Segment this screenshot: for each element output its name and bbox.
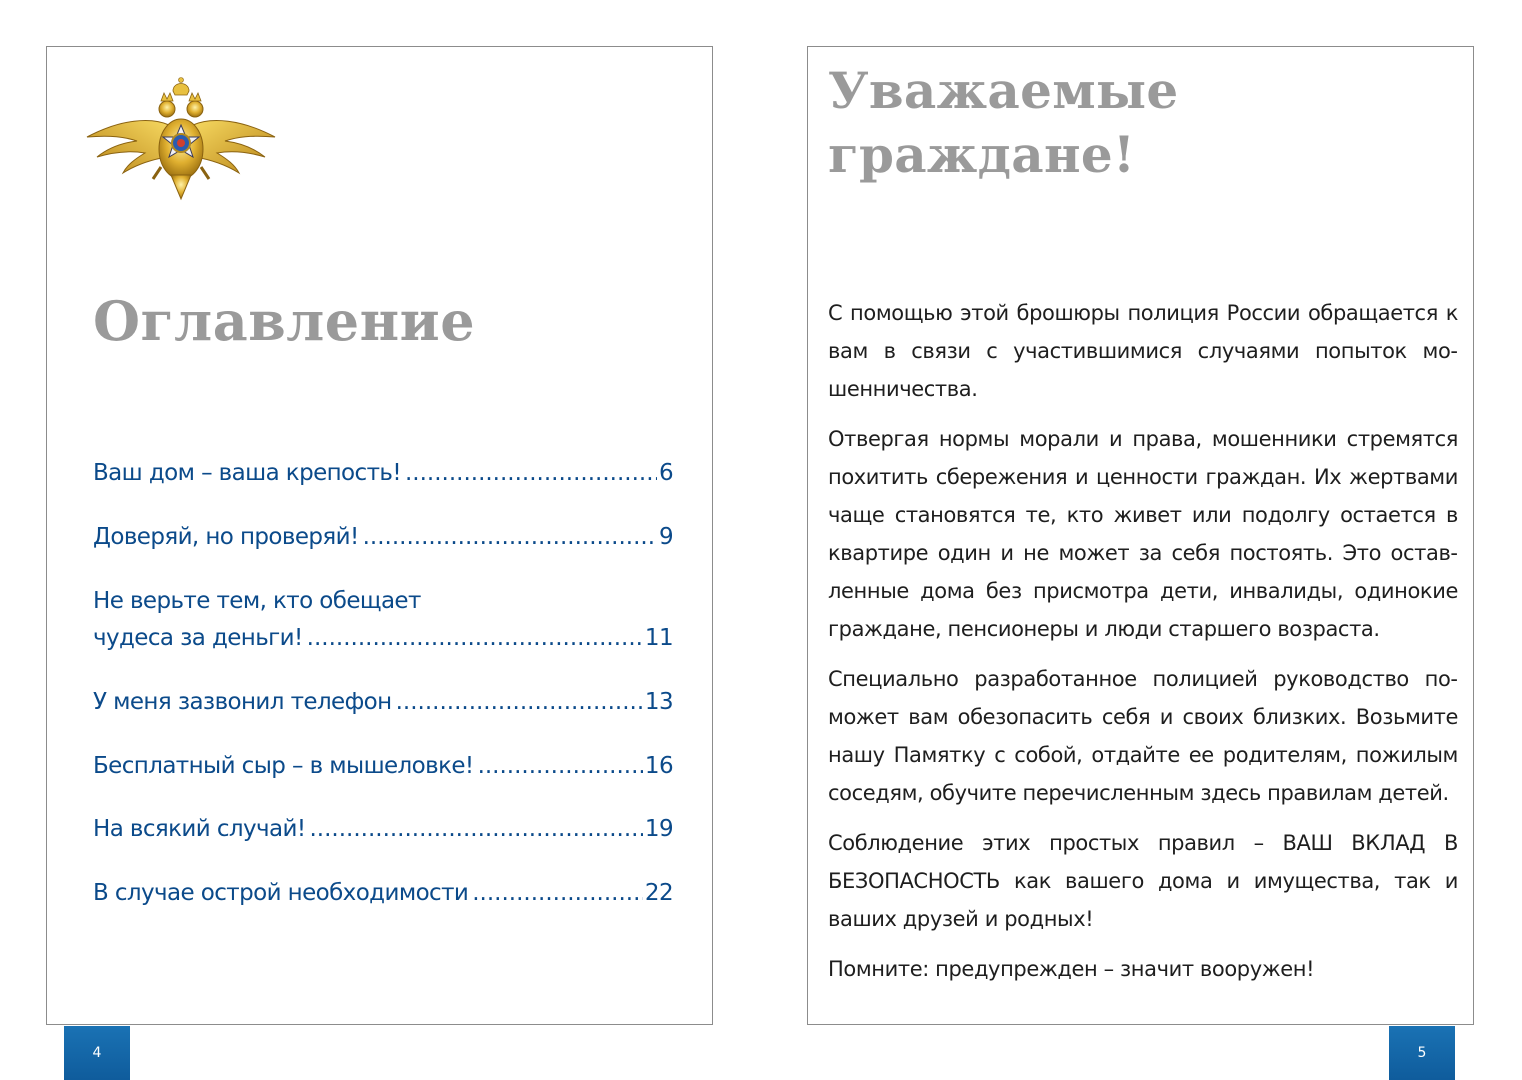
greeting-heading bbox=[828, 59, 1178, 187]
toc-entry-title: Бесплатный сыр – в мышеловке! bbox=[93, 753, 474, 779]
toc-entry[interactable] bbox=[93, 748, 673, 785]
paragraph: Специально разработанное полицией руководство поможет вам обезопасить себя и своих близких. Возьмите нашу Памятку с собой, отдайте ее родителям, пожилым соседям, обучите перечисленным здесь правилам детей. bbox=[828, 667, 1458, 805]
toc-entry[interactable] bbox=[93, 519, 673, 556]
page-number-tab-right: 5 bbox=[1389, 1026, 1455, 1080]
toc-entry-title: В случае острой необходимости bbox=[93, 880, 469, 906]
toc-entry-page: 9 bbox=[658, 524, 673, 550]
toc-entry[interactable] bbox=[93, 455, 673, 492]
toc-entry-page: 6 bbox=[658, 460, 673, 486]
toc-leader-dots bbox=[405, 455, 657, 492]
toc-leader-dots bbox=[478, 748, 643, 785]
toc-entry-page: 22 bbox=[644, 880, 673, 906]
greeting-line-2: граждане! bbox=[828, 125, 1136, 184]
toc-leader-dots bbox=[309, 811, 642, 848]
toc-entry-title: На всякий случай! bbox=[93, 816, 306, 842]
toc-entry[interactable] bbox=[93, 875, 673, 912]
toc-leader-dots bbox=[307, 620, 643, 657]
toc-leader-dots bbox=[396, 684, 643, 721]
toc-entry[interactable] bbox=[93, 811, 673, 848]
toc-leader-dots bbox=[363, 519, 657, 556]
toc-entry-title-line1: Не верьте тем, кто обещает bbox=[93, 588, 421, 614]
paragraph: Отвергая нормы морали и права, мошенники стремятся похитить сбережения и ценности граждан. Их жертвами чаще становятся те, кто живет или подолгу остается в квартире один и не может за себя постоять. Это оставленные дома без присмотра дети, инвалиды, одинокие граждане, пенсионеры и люди старшего возраста. bbox=[828, 427, 1458, 641]
left-page bbox=[46, 46, 713, 1025]
toc-leader-dots bbox=[472, 875, 643, 912]
body-text bbox=[828, 294, 1458, 1000]
toc-entry-title: Доверяй, но проверяй! bbox=[93, 524, 359, 550]
eagle-emblem-icon bbox=[81, 75, 281, 203]
paragraph: Помните: предупрежден – значит вооружен! bbox=[828, 957, 1315, 981]
toc-entry-page: 16 bbox=[644, 753, 673, 779]
greeting-line-1: Уважаемые bbox=[828, 61, 1179, 120]
paragraph: С помощью этой брошюры полиция России обращается к вам в связи с участившимися случаями попыток мошенничества. bbox=[828, 301, 1458, 401]
toc-entry[interactable] bbox=[93, 583, 673, 657]
toc-heading: Оглавление bbox=[93, 289, 476, 353]
toc-entry-page: 19 bbox=[644, 816, 673, 842]
right-page bbox=[807, 46, 1474, 1025]
toc-entry-title-line2: чудеса за деньги! bbox=[93, 625, 303, 651]
toc-entry-title: Ваш дом – ваша крепость! bbox=[93, 460, 401, 486]
paragraph: Соблюдение этих простых правил – ВАШ ВКЛАД В БЕЗОПАСНОСТЬ как вашего дома и имущества, так и ваших друзей и родных! bbox=[828, 831, 1458, 931]
toc-entry[interactable] bbox=[93, 684, 673, 721]
page-number-tab-left: 4 bbox=[64, 1026, 130, 1080]
toc-entry-page: 13 bbox=[644, 689, 673, 715]
toc-entry-title: У меня зазвонил телефон bbox=[93, 689, 392, 715]
toc-entry-page: 11 bbox=[644, 625, 673, 651]
